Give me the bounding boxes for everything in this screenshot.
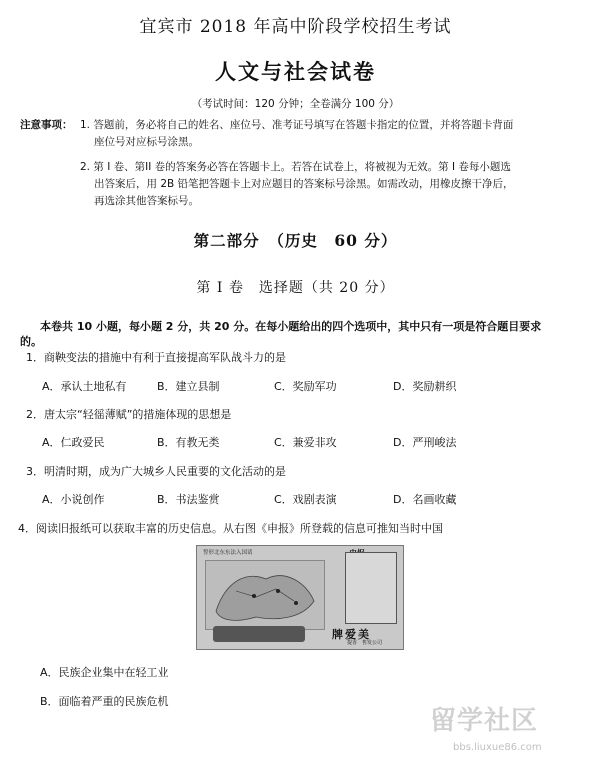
volume-heading: 第 I 卷 选择题（共 20 分）: [196, 280, 395, 296]
notice-label: 注意事项：: [20, 119, 73, 131]
notice-item-2: 2. 第 I 卷、第II 卷的答案务必答在答题卡上。若答在试卷上，将被视为无效。第 I 卷每小题选: [80, 161, 511, 173]
q4-option-a[interactable]: A．民族企业集中在轻工业: [40, 666, 169, 679]
newspaper-column-box: [345, 552, 397, 624]
q2-option-b[interactable]: B．有教无类: [157, 436, 220, 449]
q4-option-b[interactable]: B．面临着严重的民族危机: [40, 695, 169, 708]
q3-option-a[interactable]: A．小说创作: [42, 493, 105, 506]
question-4: 4．阅读旧报纸可以获取丰富的历史信息。从右图《申报》所登载的信息可推知当时中国: [18, 522, 443, 535]
notice-item-2-cont2: 再选涂其他答案标号。: [94, 195, 199, 207]
shenbao-newspaper-image: [196, 545, 404, 650]
site-watermark: 留学社区: [430, 706, 539, 736]
notice-item-2-cont: 出答案后，用 2B 铅笔把答题卡上对应题目的答案标号涂黑。如需改动，用橡皮擦干净后，: [94, 178, 514, 190]
q3-option-b[interactable]: B．书法鉴赏: [157, 493, 220, 506]
site-watermark-url: bbs.liuxue86.com: [453, 742, 542, 753]
newspaper-ad-graphic: [213, 626, 305, 642]
q1-option-c[interactable]: C．奖励军功: [274, 380, 337, 393]
q1-option-b[interactable]: B．建立县制: [157, 380, 220, 393]
q1-option-d[interactable]: D．奖励耕织: [393, 380, 457, 393]
q2-option-d[interactable]: D．严刑峻法: [393, 436, 457, 449]
paper-title: 人文与社会试卷: [215, 59, 376, 84]
map-sketch-icon: [206, 561, 324, 629]
section-instruction-cont: 的。: [20, 335, 42, 348]
exam-title: 宜宾市 2018 年高中阶段学校招生考试: [139, 17, 452, 37]
newspaper-sub-text: 提香 售发公司: [347, 640, 383, 646]
section-instruction: 本卷共 10 小题，每小题 2 分，共 20 分。在每小题给出的四个选项中，其中只有一项是符合题目要求: [40, 320, 542, 333]
notice-item-1-cont: 座位号对应标号涂黑。: [94, 136, 199, 148]
exam-time-note: （考试时间：120 分钟；全卷满分 100 分）: [191, 98, 400, 110]
question-2: 2．唐太宗“轻徭薄赋”的措施体现的思想是: [26, 408, 232, 421]
q3-option-c[interactable]: C．戏剧表演: [274, 493, 337, 506]
q3-option-d[interactable]: D．名画收藏: [393, 493, 457, 506]
notice-item-1: 1. 答题前，务必将自己的姓名、座位号、准考证号填写在答题卡指定的位置，并将答题卡背面: [80, 119, 514, 131]
question-1: 1．商鞅变法的措施中有利于直接提高军队战斗力的是: [26, 351, 286, 364]
part-heading: 第二部分 （历史 60 分）: [193, 231, 398, 250]
newspaper-map: [205, 560, 325, 630]
q2-option-a[interactable]: A．仁政爱民: [42, 436, 105, 449]
newspaper-map-caption: 誓形北东东法入国请: [203, 550, 253, 556]
question-3: 3．明清时期，成为广大城乡人民重要的文化活动的是: [26, 465, 286, 478]
q1-option-a[interactable]: A．承认土地私有: [42, 380, 127, 393]
newspaper-brand-text: 牌爱美: [332, 628, 371, 641]
q2-option-c[interactable]: C．兼爱非攻: [274, 436, 337, 449]
